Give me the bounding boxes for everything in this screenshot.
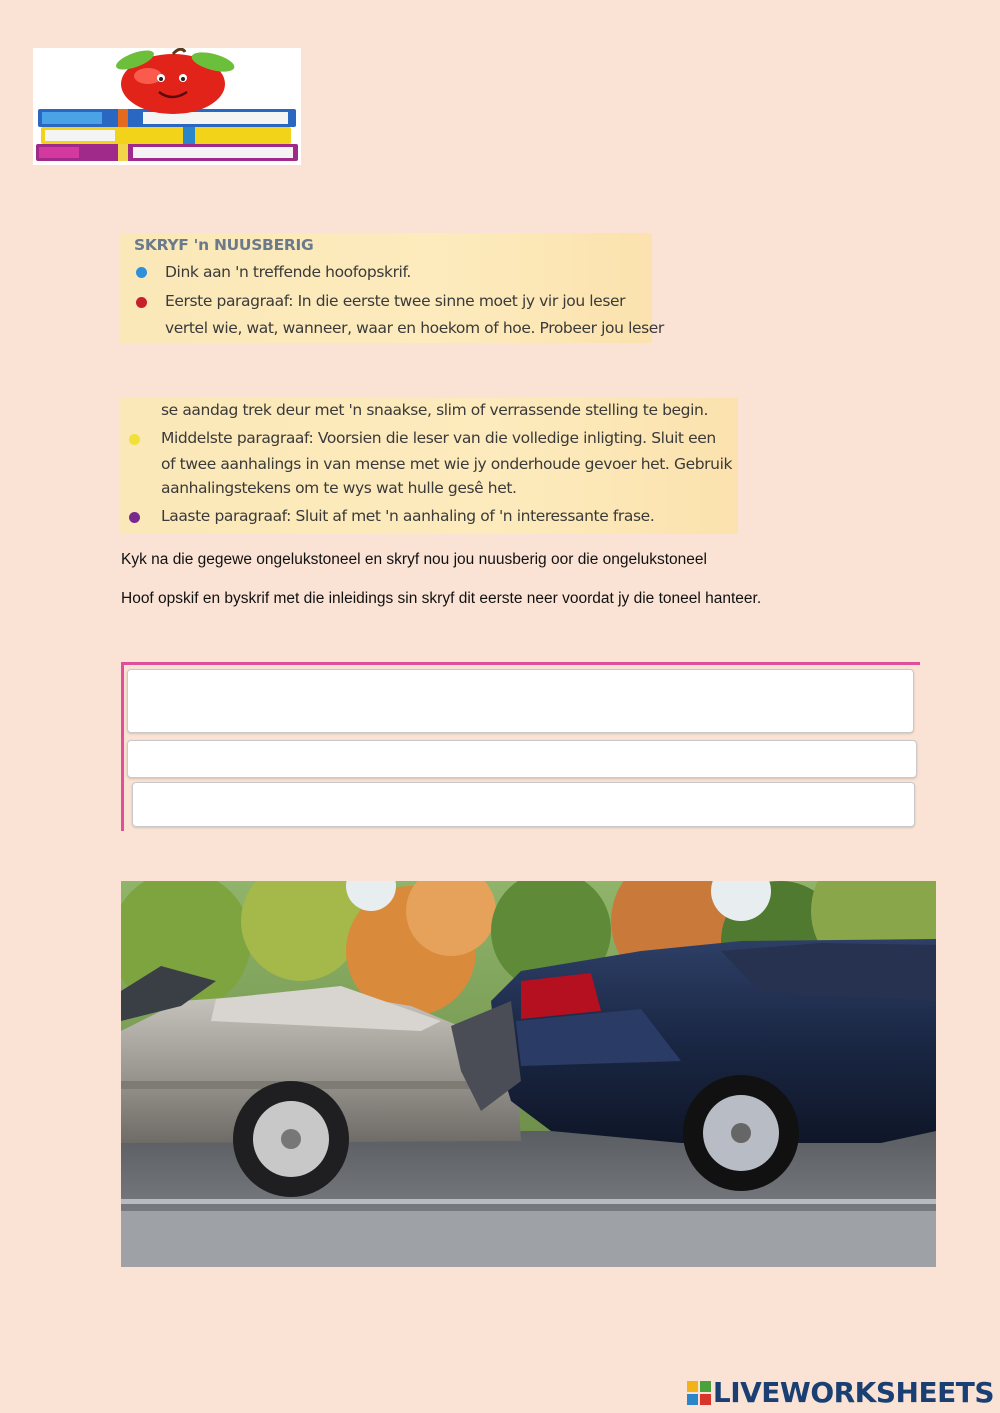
tip-middle-paragraph-line1: Middelste paragraaf: Voorsien die leser van die volledige inligting. Sluit een [161,429,716,447]
car-crash-illustration [121,881,936,1267]
tip-middle-paragraph-line2: of twee aanhalings in van mense met wie jy onderhoude gevoer het. Gebruik [161,455,733,473]
instruction-line-1: Kyk na die gegewe ongelukstoneel en skryf nou jou nuusberig oor die ongelukstoneel [121,551,707,568]
tip-first-paragraph-line3: se aandag trek deur met 'n snaakse, slim of verrassende stelling te begin. [161,401,708,419]
tip-last-paragraph: Laaste paragraaf: Sluit af met 'n aanhaling of 'n interessante frase. [161,507,655,525]
red-bullet-icon [136,297,147,308]
tip-middle-paragraph-line3: aanhalingstekens om te wys wat hulle gesê het. [161,479,517,497]
news-report-tips-panel-bottom [120,398,738,534]
apple-books-icon [33,48,301,165]
instruction-line-2: Hoof opskif en byskrif met die inleidings sin skryf dit eerste neer voordat jy die toneel hanteer. [121,590,762,607]
news-report-tips-panel-top [120,233,664,343]
intro-sentence-input[interactable] [132,782,915,827]
panel-title: SKRYF 'n NUUSBERIG [134,236,314,254]
liveworksheets-brand [687,1376,994,1409]
yellow-bullet-icon [129,434,140,445]
tip-first-paragraph-line1: Eerste paragraaf: In die eerste twee sinne moet jy vir jou leser [165,292,626,310]
answer-area [121,662,920,831]
headline-input[interactable] [127,669,914,733]
liveworksheets-logo-icon [687,1381,711,1405]
brand-name: LIVEWORKSHEETS [712,1376,994,1409]
tip-first-paragraph-line2: vertel wie, wat, wanneer, waar en hoekom of hoe. Probeer jou leser [165,319,664,337]
worksheet-logo [33,48,301,165]
tip-headline: Dink aan 'n treffende hoofopskrif. [165,263,411,281]
blue-bullet-icon [136,267,147,278]
caption-input[interactable] [127,740,917,778]
purple-bullet-icon [129,512,140,523]
accident-scene-photo [121,881,936,1267]
